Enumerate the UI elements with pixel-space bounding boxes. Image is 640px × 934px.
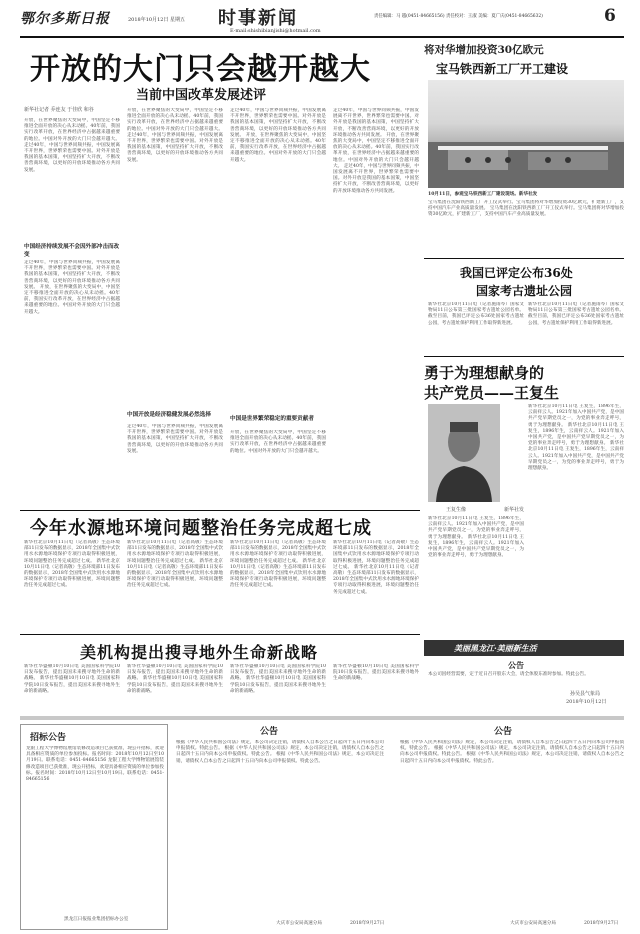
lead-body-col1: 开放，在世界聚焦的大变局中，中国坚定不移推进全面开放的决心从未动摇。40年前，我国实行改革开放，在世界经济中占据越来越重要的地位。中国对外开放的大门只会越开越大。 走过40年，中国与世界同频共振，中国发展离不开世界，世界繁荣也需要中国。对外开放是我国的基本国策，中国坚持扩大开放，不断改善营商环境，以更好的开放环境推动各方共同发展。 (24, 118, 120, 173)
notice-right-title: 公告 (494, 727, 513, 737)
lead-headline: 开放的大门只会越开越大 (30, 52, 371, 87)
talent-body-col3: 新华社华盛顿10月10日电 美国国家科学院10日发布报告，提出美国未来搜寻地外生命的新战略。 新华社华盛顿10月10日电 美国国家科学院10日发布报告，提出美国未来搜寻地外生命的新战略。 (230, 664, 326, 694)
right-divider-2 (424, 356, 624, 357)
lead-body-col2b: 走过40年，中国与世界同频共振，中国发展离不开世界，世界繁荣也需要中国。对外开放是我国的基本国策，中国坚持扩大开放，不断改善营商环境，以更好的开放环境推动各方共同发展。 (127, 424, 223, 454)
lead-body-col2: 开放，在世界聚焦的大变局中，中国坚定不移推进全面开放的决心从未动摇。40年前，我国实行改革开放，在世界经济中占据越来越重要的地位。中国对外开放的大门只会越开越大。 走过40年，中国与世界同频共振，中国发展离不开世界，世界繁荣也需要中国。对外开放是我国的基本国策，中国坚持扩大开放，不断改善营商环境，以更好的开放环境推动各方共同发展。 (127, 108, 223, 163)
lead-body-col4: 走过40年，中国与世界同频共振，中国发展离不开世界，世界繁荣也需要中国。对外开放是我国的基本国策，中国坚持扩大开放，不断改善营商环境，以更好的开放环境推动各方共同发展。 开放，在世界聚焦的大变局中，中国坚定不移推进全面开放的决心从未动摇。40年前，我国实行改革开放，在世界经济中占据越来越重要的地位。中国对外开放的大门只会越开越大。 走过40年，中国与世界同频共振，中国发展离不开世界，世界繁荣也需要中国。对外开放是我国的基本国策，中国坚持扩大开放，不断改善营商环境，以更好的开放环境推动各方共同发展。 (333, 108, 419, 194)
portrait-headline-line1: 勇于为理想献身的 (424, 364, 545, 382)
lead-subheadline: 当前中国改革发展述评 (136, 88, 267, 103)
lead-question-2: 中国开放是经济稳健发展必然选择 (127, 412, 211, 418)
newspaper-logo: 鄂尔多斯日报 (20, 11, 110, 27)
masthead-rule (20, 36, 624, 38)
notice-main-date: 2018年10月12日 (566, 699, 607, 705)
notice-mid-title: 公告 (260, 727, 279, 737)
lead-body-col3b: 开放，在世界聚焦的大变局中，中国坚定不移推进全面开放的决心从未动摇。40年前，我国实行改革开放，在世界经济中占据越来越重要的地位。中国对外开放的大门只会越开越大。 (230, 430, 326, 454)
lead-body-col1b: 走过40年，中国与世界同频共振，中国发展离不开世界，世界繁荣也需要中国。对外开放是我国的基本国策，中国坚持扩大开放，不断改善营商环境，以更好的开放环境推动各方共同发展。 开放，在世界聚焦的大变局中，中国坚定不移推进全面开放的决心从未动摇。40年前，我国实行改革开放，在世界经济中占据越来越重要的地位。中国对外开放的大门只会越开越大。 (24, 260, 120, 315)
water-body-col2: 新华社北京10月11日电（记者高敬）生态环境部11日发布的数据显示，2018年全国集中式饮用水水源地环境保护专项行动取得积极进展，环境问题整治任务完成超过七成。 新华社北京10月11日电（记者高敬）生态环境部11日发布的数据显示，2018年全国集中式饮用水水源地环境保护专项行动取得积极进展，环境问题整治任务完成超过七成。 (127, 540, 223, 589)
talent-top-rule (20, 634, 420, 635)
bottom-banner-text: 美丽黑龙江·美丽新生活 (454, 643, 537, 653)
water-body-col3: 新华社北京10月11日电（记者高敬）生态环境部11日发布的数据显示，2018年全国集中式饮用水水源地环境保护专项行动取得积极进展，环境问题整治任务完成超过七成。 新华社北京10月11日电（记者高敬）生态环境部11日发布的数据显示，2018年全国集中式饮用水水源地环境保护专项行动取得积极进展，环境问题整治任务完成超过七成。 (230, 540, 326, 589)
notice-main-signer: 孙吴县气象局 (570, 691, 601, 697)
editors-line: 责任编辑：马 越(0451-84665156) 责任校对：王淑 美编：夏广庆(0451-84665632) (374, 14, 543, 19)
heritage-subheadline: 国家考古遗址公园 (476, 284, 573, 298)
talent-body-col2: 新华社华盛顿10月10日电 美国国家科学院10日发布报告，提出美国未来搜寻地外生命的新战略。 新华社华盛顿10月10日电 美国国家科学院10日发布报告，提出美国未来搜寻地外生命的新战略。 (127, 664, 223, 694)
contact-email[interactable]: E-mail:shishibianjishi@hotmail.com (230, 28, 321, 34)
bmw-body: 宝马集团在沈阳铁西新工厂开工仪式举行。宝马集团将对华增加投资30亿欧元，扩建新工厂，支持中国汽车产业高质量发展。 宝马集团在沈阳铁西新工厂开工仪式举行。宝马集团将对华增加投资30亿欧元，扩建新工厂，支持中国汽车产业高质量发展。 (428, 200, 624, 218)
notice-mid-signer: 大庆市公安局高速分局 (276, 921, 322, 926)
right-divider-1 (424, 258, 624, 259)
portrait-headline-line2: 共产党员——王复生 (424, 384, 560, 402)
bmw-headline: 将对华增加投资30亿欧元 (424, 44, 544, 56)
water-headline: 今年水源地环境问题整治任务完成超七成 (30, 518, 372, 539)
portrait-caption-name: 王复生像 (446, 507, 467, 513)
lead-question-3: 中国是世界繁荣稳定的重要贡献者 (230, 416, 314, 422)
lead-credit: 新华社记者 乔连友 于佳欣 和谷 (24, 107, 94, 113)
page-number: 6 (604, 6, 616, 26)
talent-headline: 美机构提出搜寻地外生命新战略 (80, 643, 319, 662)
section-title: 时事新闻 (218, 8, 298, 29)
bottom-banner (424, 640, 624, 656)
lead-body-col3: 走过40年，中国与世界同频共振，中国发展离不开世界，世界繁荣也需要中国。对外开放是我国的基本国策，中国坚持扩大开放，不断改善营商环境，以更好的开放环境推动各方共同发展。 开放，在世界聚焦的大变局中，中国坚定不移推进全面开放的决心从未动摇。40年前，我国实行改革开放，在世界经济中占据越来越重要的地位。中国对外开放的大门只会越开越大。 (230, 108, 326, 163)
issue-date: 2018年10月12日 星期五 (128, 17, 186, 23)
portrait-caption-agency: 新华社发 (504, 507, 525, 513)
water-body-col1: 新华社北京10月11日电（记者高敬）生态环境部11日发布的数据显示，2018年全国集中式饮用水水源地环境保护专项行动取得积极进展，环境问题整治任务完成超过七成。 新华社北京10月11日电（记者高敬）生态环境部11日发布的数据显示，2018年全国集中式饮用水水源地环境保护专项行动取得积极进展，环境问题整治任务完成超过七成。 (24, 540, 120, 589)
heritage-body-col1: 新华社北京10月11日电（记者施雨岑）国家文物局11日公布第三批国家考古遗址公园名单。截至目前，我国已评定公布36处国家考古遗址公园，考古遗址保护利用工作取得新进展。 (428, 302, 524, 326)
bottom-row-top-bar (20, 716, 624, 720)
recruit-title: 招标公告 (30, 733, 67, 743)
bmw-factory-photo (428, 80, 624, 188)
bmw-caption: 10月11日，参观宝马铁西新工厂建设现场。新华社发 (428, 192, 538, 197)
notice-right-signer: 大庆市公安局高速分局 (510, 921, 556, 926)
heritage-headline: 我国已评定公布36处 (460, 266, 573, 280)
recruit-footer: 黑龙江日报报业集团招标办公室 (64, 917, 129, 922)
notice-mid-body: 根据《中华人民共和国公司法》规定，本公司决定注销，请债权人自本公告之日起四十五日内向本公司申报债权。特此公告。 根据《中华人民共和国公司法》规定，本公司决定注销，请债权人自本公告之日起四十五日内向本公司申报债权。特此公告。 根据《中华人民共和国公司法》规定，本公司决定注销，请债权人自本公告之日起四十五日内向本公司申报债权。特此公告。 (176, 740, 384, 764)
bmw-subheadline: 宝马铁西新工厂开工建设 (436, 62, 569, 76)
notice-main-body: 本公司因经营需要，定于近日召开股东大会，请全体股东准时参加。特此公告。 (428, 672, 589, 677)
portrait-body-right: 新华社北京10月11日电 王复生，1896年生，云南祥云人。1921年加入中国共产党，是中国共产党早期党员之一，为党的事业奔走呼号，勇于为理想献身。 新华社北京10月11日电 王复生，1896年生，云南祥云人。1921年加入中国共产党，是中国共产党早期党员之一，为党的事业奔走呼号，勇于为理想献身。 新华社北京10月11日电 王复生，1896年生，云南祥云人。1921年加入中国共产党，是中国共产党早期党员之一，为党的事业奔走呼号，勇于为理想献身。 (528, 404, 624, 472)
notice-right-body: 根据《中华人民共和国公司法》规定，本公司决定注销，请债权人自本公告之日起四十五日内向本公司申报债权。特此公告。 根据《中华人民共和国公司法》规定，本公司决定注销，请债权人自本公告之日起四十五日内向本公司申报债权。特此公告。 根据《中华人民共和国公司法》规定，本公司决定注销，请债权人自本公告之日起四十五日内向本公司申报债权。特此公告。 (400, 740, 624, 764)
lead-question-1: 中国经济持续发展不会因外部冲击而改变 (24, 244, 120, 258)
portrait-photo (428, 404, 500, 502)
recruit-body: 龙银工程大学博物馆展馆装修改造项目已获批准，现公开招标，欢迎具备相应资质的单位参加投标。报名时间：2018年10月12日至10月19日。联系电话：0451-84665156 龙银工程大学博物馆展馆装修改造项目已获批准，现公开招标，欢迎具备相应资质的单位参加投标。报名时间：2018年10月12日至10月19日。联系电话：0451-84665156 (26, 746, 164, 783)
notice-right-date: 2018年9月27日 (584, 921, 619, 926)
talent-body-col4: 新华社华盛顿10月10日电 美国国家科学院10日发布报告，提出美国未来搜寻地外生命的新战略。 (333, 664, 419, 682)
water-top-rule (20, 510, 420, 511)
portrait-body-left: 新华社北京10月11日电 王复生，1896年生，云南祥云人。1921年加入中国共产党，是中国共产党早期党员之一，为党的事业奔走呼号，勇于为理想献身。 新华社北京10月11日电 王复生，1896年生，云南祥云人。1921年加入中国共产党，是中国共产党早期党员之一，为党的事业奔走呼号，勇于为理想献身。 (428, 516, 524, 559)
notice-main-title: 公告 (508, 660, 524, 670)
water-body-col4: 新华社北京10月11日电（记者高敬）生态环境部11日发布的数据显示，2018年全国集中式饮用水水源地环境保护专项行动取得积极进展，环境问题整治任务完成超过七成。 新华社北京10月11日电（记者高敬）生态环境部11日发布的数据显示，2018年全国集中式饮用水水源地环境保护专项行动取得积极进展，环境问题整治任务完成超过七成。 (333, 540, 419, 595)
heritage-body-col2: 新华社北京10月11日电（记者施雨岑）国家文物局11日公布第三批国家考古遗址公园名单。截至目前，我国已评定公布36处国家考古遗址公园，考古遗址保护利用工作取得新进展。 (528, 302, 624, 326)
talent-body-col1: 新华社华盛顿10月10日电 美国国家科学院10日发布报告，提出美国未来搜寻地外生命的新战略。 新华社华盛顿10月10日电 美国国家科学院10日发布报告，提出美国未来搜寻地外生命的新战略。 (24, 664, 120, 694)
notice-mid-date: 2018年9月27日 (350, 921, 385, 926)
